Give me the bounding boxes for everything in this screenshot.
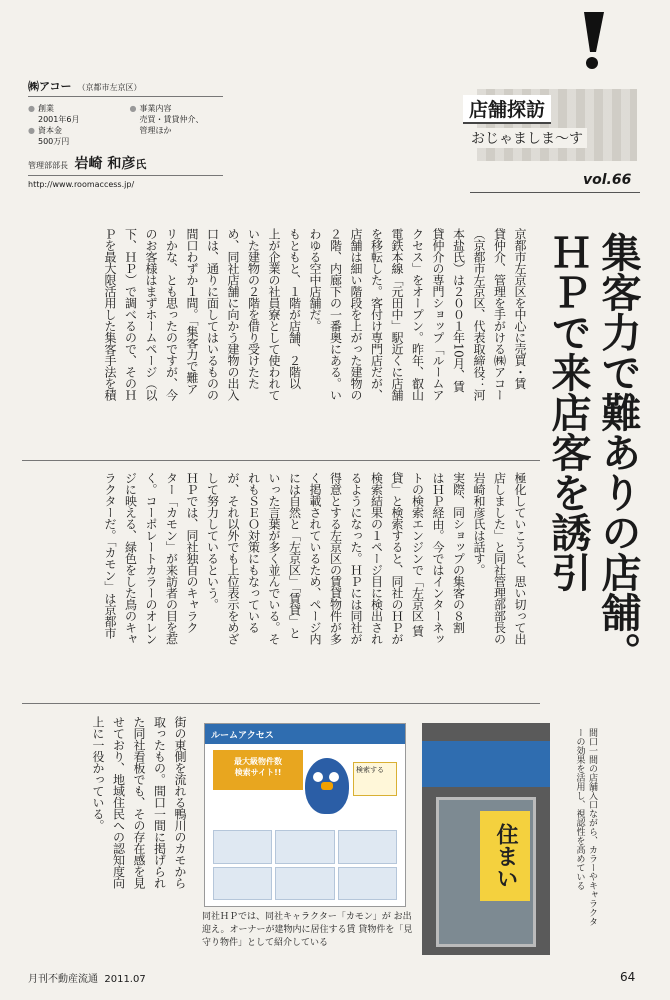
beak-icon xyxy=(321,782,333,790)
body-line: トの検索エンジンで「左京区 賃 xyxy=(410,472,425,637)
capital-value: 500万円 xyxy=(38,137,70,146)
body-line: 店しました」と同社管理部部長の xyxy=(492,472,507,645)
body-line: 京都市左京区を中心に売買・賃 xyxy=(513,228,527,389)
body-line: 実際、同ショップの集客の８割 xyxy=(451,472,466,633)
divider xyxy=(470,192,640,193)
body-line: 貸仲介、管理を手がける㈱アコー xyxy=(492,228,507,401)
founded-label: ● 創業 xyxy=(28,103,122,114)
business-label: ● 事業内容 xyxy=(130,103,224,114)
body-lower xyxy=(80,716,190,938)
body-line: く。コーポレートカラーのオレン xyxy=(144,472,158,645)
body-line: いた建物の２階を借り受けたた xyxy=(246,228,261,389)
photo2-caption: 間口一間の店舗入口ながら、カラーやキャラクターの効果を活用し、視認性を高めている xyxy=(574,728,597,926)
body-line: はＨＰ経由。今ではインターネッ xyxy=(431,472,445,645)
body-line: 検索結果の１ページ目に検出され xyxy=(369,472,384,645)
body-line: 極化していこうと、思い切って出 xyxy=(513,472,527,645)
website-photo xyxy=(204,723,406,907)
body-line: 上に一役かっている。 xyxy=(91,716,105,831)
series-title: 店舗探訪 xyxy=(463,95,551,124)
site-header: ルームアクセス xyxy=(205,724,405,744)
body-line: れもＳＥＯ対策にもなっている xyxy=(246,472,261,633)
store-poster: 住まい xyxy=(480,811,530,901)
body-line: わゆる空中店舗だ。 xyxy=(308,228,322,332)
kamon-bird-icon xyxy=(305,758,349,814)
body-line: には自然と「左京区」「賃貸」と xyxy=(287,472,302,639)
company-facts xyxy=(28,103,223,147)
body-line: るようになった。ＨＰには同社が xyxy=(349,472,363,645)
body-line: 得意とする左京区の賃貸物件が多 xyxy=(328,472,343,645)
body-line: が、それ以外でも上位表示をめざ xyxy=(226,472,240,645)
series-subtitle: おじゃましま～す xyxy=(467,128,587,148)
body-line: た同社看板でも、その存在感を見 xyxy=(132,716,146,889)
body-line: 口は、通りに面してはいるものの xyxy=(205,228,220,401)
company-url[interactable]: http://www.roomaccess.jp/ xyxy=(28,180,135,189)
capital-label: ● 資本金 xyxy=(28,125,122,136)
storefront-photo xyxy=(422,723,550,955)
series-header xyxy=(453,95,643,148)
volume-number: vol.66 xyxy=(583,172,632,188)
eye-icon xyxy=(313,772,323,782)
site-search-box: 検索する xyxy=(353,762,397,796)
body-line: のお客様はまずホームページ（以 xyxy=(144,228,158,401)
site-banner: 最大級物件数 検索サイト!! xyxy=(213,750,303,790)
body-line: Ｐを最大限活用した集客手法を積 xyxy=(103,228,117,401)
body-line: ２階、内廊下の一番奥にある。い xyxy=(328,228,343,401)
body-line: ター「カモン」が来訪者の目を惹 xyxy=(164,472,179,645)
eye-icon xyxy=(329,772,339,782)
body-line: 貸」と検索すると、同社のＨＰが xyxy=(390,472,404,645)
headline-line-1: 集客力で難ありの店舗。 xyxy=(595,232,641,672)
page-number: 64 xyxy=(620,970,636,984)
body-line: 下、ＨＰ）で調べるので、そのＨ xyxy=(123,228,138,401)
body-line: もともと、１階が店舗、２階以 xyxy=(287,228,302,389)
footer-magazine: 月刊不動産流通 2011.07 xyxy=(28,974,146,985)
divider xyxy=(22,703,540,704)
headline-line-2: ＨＰで来店客を誘引 xyxy=(545,232,591,592)
body-line: ジに映える、緑色をした鳥のキャ xyxy=(123,472,138,645)
body-line: 取ったもの。間口一間に掲げられ xyxy=(152,716,167,889)
divider xyxy=(22,460,540,461)
body-line: め、同社店舗に向かう建物の出入 xyxy=(226,228,240,401)
founded-value: 2001年6月 xyxy=(38,115,80,124)
manager-line: 管理部部長 岩崎 和彦氏 xyxy=(28,153,223,176)
body-line: く掲載されているため、ページ内 xyxy=(308,472,322,645)
business-value-2: 管理ほか xyxy=(139,126,172,135)
company-name: ㈱アコー （京都市左京区） xyxy=(28,78,223,97)
body-line: 間口わずか１間。「集客力で難ア xyxy=(185,228,199,395)
body-line: リかな、とも思ったのですが、今 xyxy=(164,228,179,401)
body-line: 電鉄本線「元田中」駅近くに店舗 xyxy=(390,228,404,401)
body-middle xyxy=(60,472,530,694)
body-line: 本盐氏）は２００１年10月、賃 xyxy=(451,228,466,392)
company-info-box xyxy=(28,78,223,189)
body-line: せており、地域住民への認知度向 xyxy=(111,716,126,889)
store-sign xyxy=(422,741,550,787)
body-line: 岩崎和彦氏は話す。 xyxy=(472,472,486,576)
body-line: いった言葉が多く並んでいる。そ xyxy=(267,472,281,645)
body-line: （京都市左京区、代表取締役：河 xyxy=(472,228,486,401)
exclamation-icon xyxy=(578,12,604,72)
body-line: 街の東側を流れる鴨川のカモから xyxy=(173,716,187,889)
body-line: 貸仲介の専門ショップ「ルームア xyxy=(431,228,445,401)
business-value-1: 売買・賃貸仲介、 xyxy=(139,115,204,124)
body-line: ラクターだ。「カモン」は京都市 xyxy=(103,472,117,639)
body-line: して努力しているという。 xyxy=(205,472,220,610)
body-line: を移転した。客付け専門店だが、 xyxy=(369,228,384,401)
body-line: 店舗は細い階段を上がった建物の xyxy=(349,228,363,401)
body-line: 上が企業の社員寮として使われて xyxy=(267,228,281,401)
body-line: クセス」をオープン。昨年、叡山 xyxy=(410,228,425,401)
body-line: ＨＰでは、同社独自のキャラク xyxy=(185,472,199,633)
photo1-caption: 同社ＨＰでは、同社キャラクター「カモン」が お出迎え。オーナーが建物内に居住する賃 貸物件を「見守り物件」として紹介している xyxy=(202,912,413,948)
site-listing-cards xyxy=(213,830,397,900)
body-upper xyxy=(60,228,530,450)
